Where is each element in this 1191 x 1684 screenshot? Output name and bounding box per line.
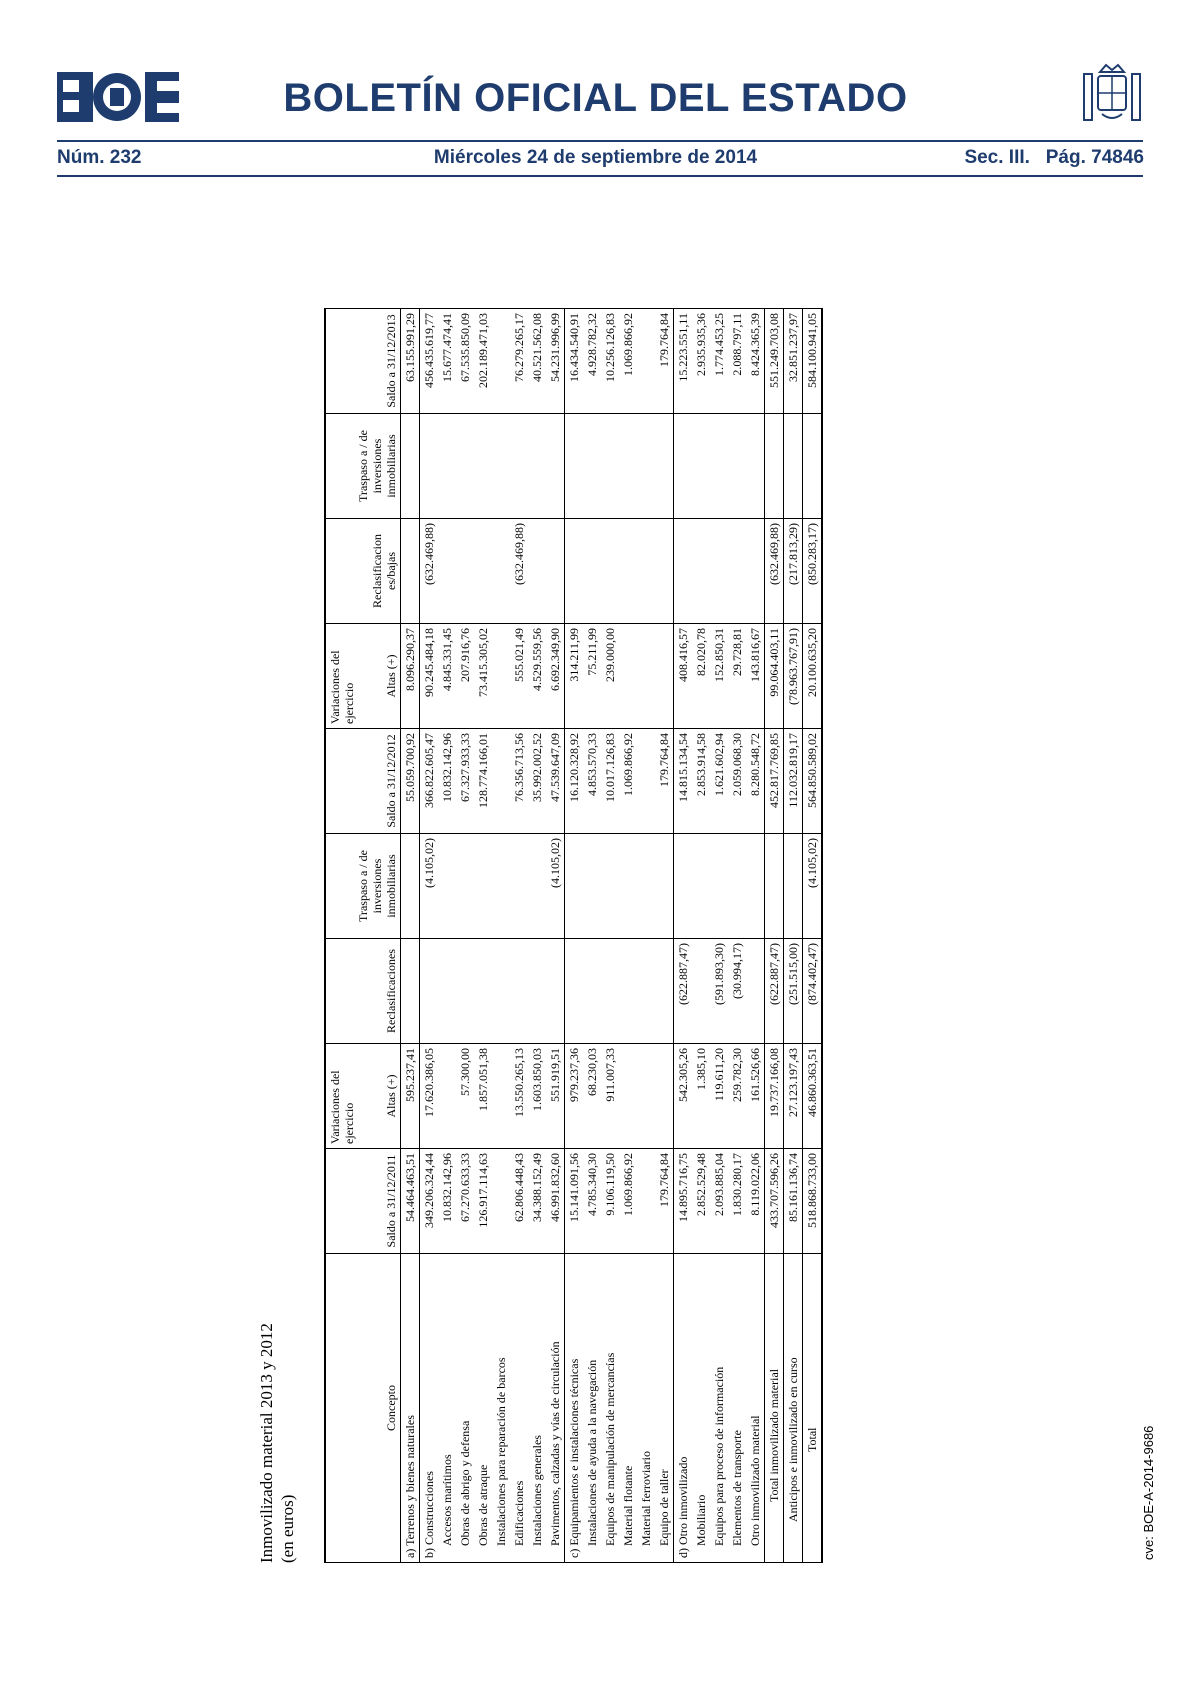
cell-altas12: 17.620.386,05 xyxy=(420,1044,439,1149)
cell-trasp12 xyxy=(619,834,637,939)
cell-s2013: 2.935.935,36 xyxy=(692,309,710,414)
cell-altas12: 27.123.197,43 xyxy=(784,1044,803,1149)
cell-trasp12 xyxy=(601,834,619,939)
cell-s2013 xyxy=(492,309,510,414)
cell-s2013 xyxy=(637,309,655,414)
table-row xyxy=(803,309,823,1563)
table-row xyxy=(655,309,674,1563)
cell-trasp12 xyxy=(438,834,456,939)
cell-recl13 xyxy=(655,519,674,624)
header-altas-2012 xyxy=(325,1044,401,1149)
cell-altas13: 152.850,31 xyxy=(710,624,728,729)
row-concepto: Anticipos e inmovilizado en curso xyxy=(784,1254,803,1563)
row-concepto: Instalaciones generales xyxy=(528,1254,546,1563)
cell-s2011 xyxy=(492,1149,510,1254)
cell-altas12 xyxy=(438,1044,456,1149)
cell-altas13: (78.963.767,91) xyxy=(784,624,803,729)
cell-recl12 xyxy=(601,939,619,1044)
cell-s2012: 179.764,84 xyxy=(655,729,674,834)
cve-code: cve: BOE-A-2014-9686 xyxy=(1141,1425,1156,1560)
cell-s2013: 15.677.474,41 xyxy=(438,309,456,414)
cell-altas13: 8.096.290,37 xyxy=(401,624,420,729)
cell-trasp13 xyxy=(692,414,710,519)
cell-recl13 xyxy=(710,519,728,624)
cell-recl12 xyxy=(583,939,601,1044)
header-rule-top xyxy=(57,140,1143,142)
cell-altas13: 90.245.484,18 xyxy=(420,624,439,729)
cell-recl13 xyxy=(401,519,420,624)
cell-trasp13 xyxy=(546,414,565,519)
cell-s2012: 2.059.068,30 xyxy=(728,729,746,834)
cell-altas12: 1.603.850,03 xyxy=(528,1044,546,1149)
cell-s2012: 112.032.819,17 xyxy=(784,729,803,834)
cell-s2012: 128.774.166,01 xyxy=(474,729,492,834)
cell-trasp12 xyxy=(583,834,601,939)
cell-altas12: 13.550.265,13 xyxy=(510,1044,528,1149)
header-traspaso-2013: Traspaso a / de inversiones inmobiliarias xyxy=(325,414,401,519)
cell-recl13 xyxy=(601,519,619,624)
cell-altas13: 6.692.349,90 xyxy=(546,624,565,729)
cell-s2011: 126.917.114,63 xyxy=(474,1149,492,1254)
table-row xyxy=(674,309,693,1563)
header-saldo-2012: Saldo a 31/12/2012 xyxy=(325,729,401,834)
cell-recl13 xyxy=(692,519,710,624)
cell-s2012: 10.017.126,83 xyxy=(601,729,619,834)
cell-s2012: 16.120.328,92 xyxy=(565,729,584,834)
table-row xyxy=(601,309,619,1563)
cell-trasp13 xyxy=(619,414,637,519)
header-reclasificaciones-2013: Reclasificacion es/bajas xyxy=(325,519,401,624)
cell-s2011: 54.464.463,51 xyxy=(401,1149,420,1254)
table-row xyxy=(474,309,492,1563)
cell-s2013: 456.435.619,77 xyxy=(420,309,439,414)
cell-s2013: 40.521.562,08 xyxy=(528,309,546,414)
cell-trasp13 xyxy=(565,414,584,519)
cell-trasp12 xyxy=(528,834,546,939)
table-row xyxy=(619,309,637,1563)
cell-s2013: 551.249.703,08 xyxy=(765,309,784,414)
row-concepto: Material flotante xyxy=(619,1254,637,1563)
cell-altas12: 68.230,03 xyxy=(583,1044,601,1149)
cell-s2013: 4.928.782,32 xyxy=(583,309,601,414)
cell-s2011: 85.161.136,74 xyxy=(784,1149,803,1254)
cell-altas12: 551.919,51 xyxy=(546,1044,565,1149)
cell-recl12: (622.887,47) xyxy=(765,939,784,1044)
cell-trasp13 xyxy=(420,414,439,519)
cell-altas13: 408.416,57 xyxy=(674,624,693,729)
row-concepto: Pavimentos, calzadas y vías de circulación xyxy=(546,1254,565,1563)
cell-s2012: 55.059.700,92 xyxy=(401,729,420,834)
cell-recl12: (30.994,17) xyxy=(728,939,746,1044)
cell-s2013: 202.189.471,03 xyxy=(474,309,492,414)
cell-s2012: 452.817.769,85 xyxy=(765,729,784,834)
cell-trasp12 xyxy=(510,834,528,939)
table-row xyxy=(746,309,765,1563)
cell-s2012: 10.832.142,96 xyxy=(438,729,456,834)
cell-recl13 xyxy=(492,519,510,624)
table-row xyxy=(510,309,528,1563)
table-row xyxy=(492,309,510,1563)
cell-recl12 xyxy=(637,939,655,1044)
cell-altas12: 1.385,10 xyxy=(692,1044,710,1149)
cell-altas13 xyxy=(655,624,674,729)
cell-trasp12: (4.105,02) xyxy=(546,834,565,939)
cell-s2013: 32.851.237,97 xyxy=(784,309,803,414)
cell-altas13: 143.816,67 xyxy=(746,624,765,729)
cell-trasp13 xyxy=(637,414,655,519)
row-concepto: Equipos para proceso de información xyxy=(710,1254,728,1563)
cell-s2012: 47.539.647,09 xyxy=(546,729,565,834)
cell-trasp13 xyxy=(528,414,546,519)
cell-trasp12 xyxy=(655,834,674,939)
row-concepto: Otro inmovilizado material xyxy=(746,1254,765,1563)
cell-s2011 xyxy=(637,1149,655,1254)
cell-altas13 xyxy=(492,624,510,729)
cell-s2012: 366.822.605,47 xyxy=(420,729,439,834)
cell-trasp12 xyxy=(637,834,655,939)
table-row xyxy=(401,309,420,1563)
table-row xyxy=(438,309,456,1563)
cell-s2011: 179.764,84 xyxy=(655,1149,674,1254)
cell-trasp13 xyxy=(710,414,728,519)
cell-recl13: (632.469,88) xyxy=(420,519,439,624)
cell-trasp12 xyxy=(674,834,693,939)
cell-recl13: (632.469,88) xyxy=(765,519,784,624)
row-concepto: Edificaciones xyxy=(510,1254,528,1563)
table-row xyxy=(692,309,710,1563)
cell-trasp13 xyxy=(803,414,823,519)
cell-altas12: 161.526,66 xyxy=(746,1044,765,1149)
table-row xyxy=(583,309,601,1563)
cell-s2011: 10.832.142,96 xyxy=(438,1149,456,1254)
header-altas-2013-label: Altas (+) xyxy=(384,654,398,698)
cell-recl13: (217.813,29) xyxy=(784,519,803,624)
table-row xyxy=(784,309,803,1563)
cell-recl12 xyxy=(655,939,674,1044)
cell-s2013: 67.535.850,09 xyxy=(456,309,474,414)
cell-recl13: (850.283,17) xyxy=(803,519,823,624)
cell-s2013: 179.764,84 xyxy=(655,309,674,414)
cell-altas13: 207.916,76 xyxy=(456,624,474,729)
cell-s2011: 14.895.716,75 xyxy=(674,1149,693,1254)
cell-recl12 xyxy=(401,939,420,1044)
cell-recl13 xyxy=(583,519,601,624)
cell-s2012: 2.853.914,58 xyxy=(692,729,710,834)
cell-s2013: 2.088.797,11 xyxy=(728,309,746,414)
cell-altas12 xyxy=(492,1044,510,1149)
cell-altas12: 542.305,26 xyxy=(674,1044,693,1149)
cell-recl12 xyxy=(456,939,474,1044)
cell-altas12: 46.860.363,51 xyxy=(803,1044,823,1149)
cell-altas12 xyxy=(655,1044,674,1149)
cell-s2011: 2.093.885,04 xyxy=(710,1149,728,1254)
cell-recl12 xyxy=(492,939,510,1044)
cell-trasp13 xyxy=(765,414,784,519)
cell-s2011: 349.206.324,44 xyxy=(420,1149,439,1254)
cell-recl12 xyxy=(420,939,439,1044)
header-saldo-2011: Saldo a 31/12/2011 xyxy=(325,1149,401,1254)
cell-altas12: 119.611,20 xyxy=(710,1044,728,1149)
cell-altas12 xyxy=(619,1044,637,1149)
cell-s2012: 4.853.570,33 xyxy=(583,729,601,834)
cell-recl12 xyxy=(565,939,584,1044)
cell-s2012 xyxy=(492,729,510,834)
cell-trasp12: (4.105,02) xyxy=(803,834,823,939)
cell-recl12: (622.887,47) xyxy=(674,939,693,1044)
cell-s2013: 584.100.941,05 xyxy=(803,309,823,414)
cell-trasp13 xyxy=(401,414,420,519)
header-concepto: Concepto xyxy=(325,1254,401,1563)
cell-s2013: 1.069.866,92 xyxy=(619,309,637,414)
table-row xyxy=(546,309,565,1563)
cell-trasp13 xyxy=(438,414,456,519)
cell-trasp12 xyxy=(728,834,746,939)
cell-s2013: 1.774.453,25 xyxy=(710,309,728,414)
cell-trasp13 xyxy=(492,414,510,519)
cell-recl12 xyxy=(510,939,528,1044)
header-traspaso-2012: Traspaso a / de inversiones inmobiliarias xyxy=(325,834,401,939)
issue-number: Núm. 232 xyxy=(57,147,142,168)
cell-s2013: 76.279.265,17 xyxy=(510,309,528,414)
cell-s2011: 67.270.633,33 xyxy=(456,1149,474,1254)
table-row xyxy=(420,309,439,1563)
cell-s2012: 76.356.713,56 xyxy=(510,729,528,834)
cell-s2013: 8.424.365,39 xyxy=(746,309,765,414)
row-concepto: d) Otro inmovilizado xyxy=(674,1254,693,1563)
cell-s2011: 15.141.091,56 xyxy=(565,1149,584,1254)
table-header-row xyxy=(325,309,401,1563)
cell-s2011: 46.991.832,60 xyxy=(546,1149,565,1254)
cell-altas12: 57.300,00 xyxy=(456,1044,474,1149)
coat-of-arms-icon xyxy=(1080,62,1144,128)
cell-s2012: 14.815.134,54 xyxy=(674,729,693,834)
cell-recl13 xyxy=(456,519,474,624)
cell-recl13 xyxy=(546,519,565,624)
cell-altas12 xyxy=(637,1044,655,1149)
header-variaciones-2013: Variaciones del ejercicio xyxy=(328,650,356,724)
row-concepto: Total xyxy=(803,1254,823,1563)
cell-s2012: 1.621.602,94 xyxy=(710,729,728,834)
header-saldo-2013: Saldo a 31/12/2013 xyxy=(325,309,401,414)
cell-trasp12 xyxy=(746,834,765,939)
cell-trasp12 xyxy=(401,834,420,939)
cell-recl13 xyxy=(637,519,655,624)
cell-s2013: 10.256.126,83 xyxy=(601,309,619,414)
cell-trasp12 xyxy=(474,834,492,939)
row-concepto: Accesos marítimos xyxy=(438,1254,456,1563)
masthead-title: BOLETÍN OFICIAL DEL ESTADO xyxy=(283,76,908,120)
cell-recl13 xyxy=(565,519,584,624)
cell-recl13 xyxy=(438,519,456,624)
cell-s2011: 1.830.280,17 xyxy=(728,1149,746,1254)
cell-altas13: 239.000,00 xyxy=(601,624,619,729)
cell-recl13 xyxy=(619,519,637,624)
document-title: Inmovilizado material 2013 y 2012 xyxy=(257,1323,276,1563)
header-rule-bottom xyxy=(57,175,1143,177)
section-page: Sec. III. Pág. 74846 xyxy=(964,147,1144,168)
cell-recl13 xyxy=(674,519,693,624)
cell-trasp13 xyxy=(510,414,528,519)
cell-s2012: 564.850.589,02 xyxy=(803,729,823,834)
row-concepto: Equipos de manipulación de mercancías xyxy=(601,1254,619,1563)
table-row xyxy=(528,309,546,1563)
cell-s2011: 62.806.448,43 xyxy=(510,1149,528,1254)
cell-s2011: 8.119.022,06 xyxy=(746,1149,765,1254)
document-subtitle: (en euros) xyxy=(278,1494,297,1563)
cell-altas13 xyxy=(619,624,637,729)
cell-recl12: (591.893,30) xyxy=(710,939,728,1044)
cell-s2011: 4.785.340,30 xyxy=(583,1149,601,1254)
cell-s2011: 518.868.733,00 xyxy=(803,1149,823,1254)
cell-trasp12 xyxy=(565,834,584,939)
cell-trasp13 xyxy=(474,414,492,519)
cell-trasp13 xyxy=(456,414,474,519)
cell-altas13: 82.020,78 xyxy=(692,624,710,729)
cell-s2011: 2.852.529,48 xyxy=(692,1149,710,1254)
cell-trasp13 xyxy=(728,414,746,519)
cell-altas12: 1.857.051,38 xyxy=(474,1044,492,1149)
cell-trasp12 xyxy=(765,834,784,939)
cell-s2011: 9.106.119,50 xyxy=(601,1149,619,1254)
cell-s2012: 35.992.002,52 xyxy=(528,729,546,834)
cell-s2012: 67.327.933,33 xyxy=(456,729,474,834)
cell-trasp12 xyxy=(456,834,474,939)
cell-s2011: 34.388.152,49 xyxy=(528,1149,546,1254)
cell-s2013: 16.434.540,91 xyxy=(565,309,584,414)
cell-recl13: (632.469,88) xyxy=(510,519,528,624)
cell-altas13: 20.100.635,20 xyxy=(803,624,823,729)
cell-recl12 xyxy=(528,939,546,1044)
cell-trasp13 xyxy=(784,414,803,519)
cell-s2013: 63.155.991,29 xyxy=(401,309,420,414)
cell-trasp13 xyxy=(583,414,601,519)
cell-trasp13 xyxy=(746,414,765,519)
rotated-content xyxy=(256,233,956,1563)
cell-trasp13 xyxy=(601,414,619,519)
table-body xyxy=(401,309,823,1563)
row-concepto: Elementos de transporte xyxy=(728,1254,746,1563)
table-row xyxy=(728,309,746,1563)
cell-trasp13 xyxy=(674,414,693,519)
cell-recl13 xyxy=(528,519,546,624)
cell-altas12: 979.237,36 xyxy=(565,1044,584,1149)
cell-recl12 xyxy=(619,939,637,1044)
header-variaciones-2012: Variaciones del ejercicio xyxy=(328,1070,356,1144)
cell-altas13: 555.021,49 xyxy=(510,624,528,729)
cell-altas13: 4.845.331,45 xyxy=(438,624,456,729)
row-concepto: b) Construcciones xyxy=(420,1254,439,1563)
row-concepto: Equipo de taller xyxy=(655,1254,674,1563)
cell-altas13: 4.529.559,56 xyxy=(528,624,546,729)
cell-s2012: 1.069.866,92 xyxy=(619,729,637,834)
table-row xyxy=(456,309,474,1563)
row-concepto: c) Equipamientos e instalaciones técnicas xyxy=(565,1254,584,1563)
cell-altas13: 99.064.403,11 xyxy=(765,624,784,729)
cell-s2011: 433.707.596,26 xyxy=(765,1149,784,1254)
cell-altas13: 75.211,99 xyxy=(583,624,601,729)
cell-trasp12 xyxy=(492,834,510,939)
cell-recl13 xyxy=(746,519,765,624)
cell-recl12 xyxy=(438,939,456,1044)
row-concepto: Obras de atraque xyxy=(474,1254,492,1563)
cell-altas12: 259.782,30 xyxy=(728,1044,746,1149)
cell-recl12 xyxy=(546,939,565,1044)
table-row xyxy=(637,309,655,1563)
row-concepto: Instalaciones para reparación de barcos xyxy=(492,1254,510,1563)
cell-s2012 xyxy=(637,729,655,834)
cell-s2013: 15.223.551,11 xyxy=(674,309,693,414)
cell-recl13 xyxy=(474,519,492,624)
cell-altas12: 911.007,33 xyxy=(601,1044,619,1149)
cell-trasp13 xyxy=(655,414,674,519)
header-reclasificaciones-2012: Reclasificaciones xyxy=(325,939,401,1044)
cell-altas13: 29.728,81 xyxy=(728,624,746,729)
table-row xyxy=(765,309,784,1563)
header-altas-2013 xyxy=(325,624,401,729)
cell-trasp12 xyxy=(692,834,710,939)
cell-recl12: (874.402,47) xyxy=(803,939,823,1044)
cell-recl13 xyxy=(728,519,746,624)
cell-recl12 xyxy=(474,939,492,1044)
header-altas-2012-label: Altas (+) xyxy=(384,1074,398,1118)
row-concepto: Total inmovilizado material xyxy=(765,1254,784,1563)
cell-altas13: 314.211,99 xyxy=(565,624,584,729)
cell-altas13 xyxy=(637,624,655,729)
issue-date: Miércoles 24 de septiembre de 2014 xyxy=(433,147,758,168)
cell-altas12: 19.737.166,08 xyxy=(765,1044,784,1149)
row-concepto: Instalaciones de ayuda a la navegación xyxy=(583,1254,601,1563)
row-concepto: Obras de abrigo y defensa xyxy=(456,1254,474,1563)
cell-altas12: 595.237,41 xyxy=(401,1044,420,1149)
table-row xyxy=(710,309,728,1563)
cell-trasp12 xyxy=(784,834,803,939)
cell-recl12 xyxy=(746,939,765,1044)
cell-s2013: 54.231.996,99 xyxy=(546,309,565,414)
cell-trasp12 xyxy=(710,834,728,939)
fixed-assets-table xyxy=(324,308,823,1563)
table-row xyxy=(565,309,584,1563)
cell-s2011: 1.069.866,92 xyxy=(619,1149,637,1254)
row-concepto: a) Terrenos y bienes naturales xyxy=(401,1254,420,1563)
cell-s2012: 8.280.548,72 xyxy=(746,729,765,834)
cell-trasp12: (4.105,02) xyxy=(420,834,439,939)
cell-recl12 xyxy=(692,939,710,1044)
cell-recl12: (251.515,00) xyxy=(784,939,803,1044)
cell-altas13: 73.415.305,02 xyxy=(474,624,492,729)
row-concepto: Mobiliario xyxy=(692,1254,710,1563)
row-concepto: Material ferroviario xyxy=(637,1254,655,1563)
